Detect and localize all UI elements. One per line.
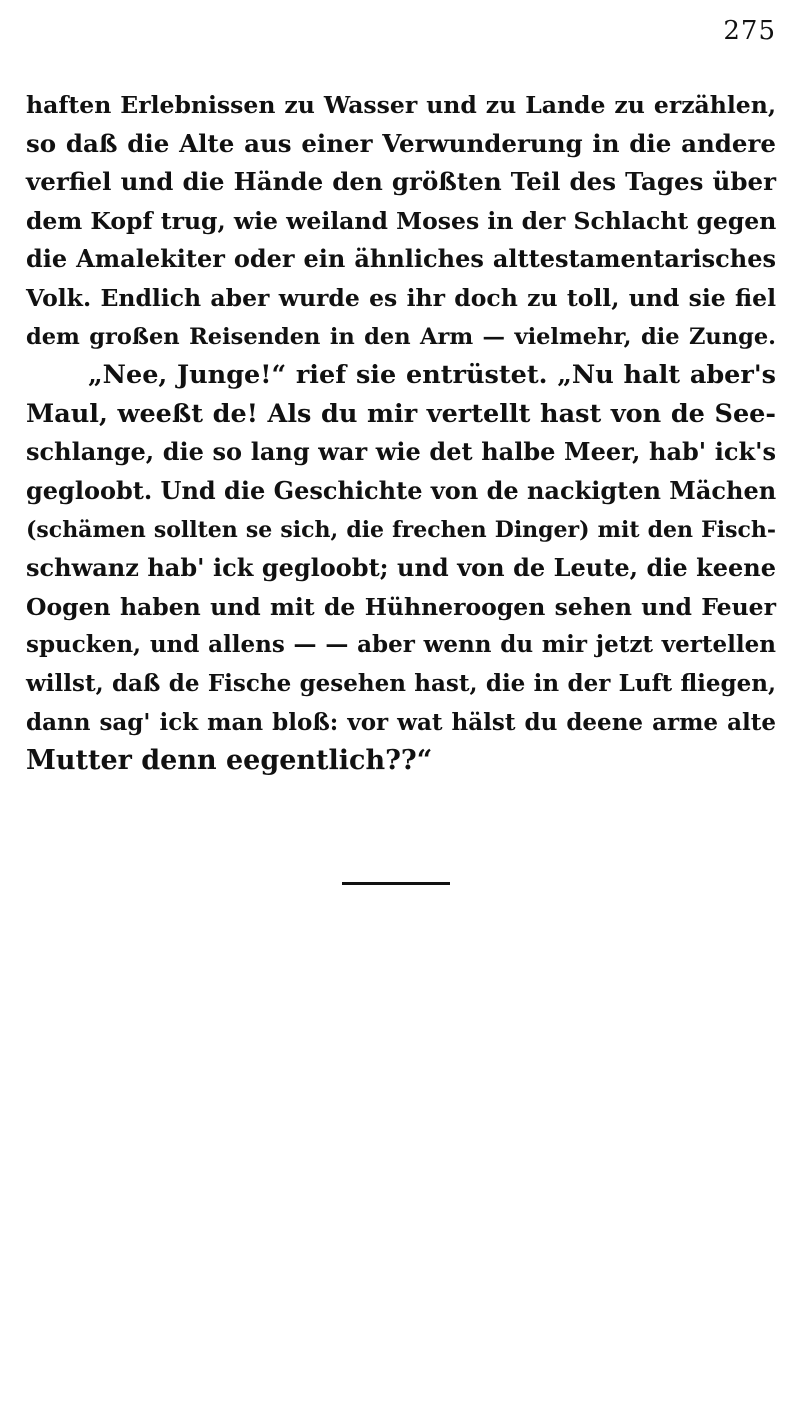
section-end-rule bbox=[342, 882, 450, 885]
text-line: willst, daß de Fische gesehen hast, die in der Luft fliegen, bbox=[26, 669, 776, 697]
text-line: dem großen Reisenden in den Arm — vielmehr, die Zunge. bbox=[26, 323, 776, 350]
text-line: dann sag' ick man bloß: vor wat hälst du deene arme alte bbox=[26, 708, 776, 736]
text-line: Oogen haben und mit de Hühneroogen sehen und Feuer bbox=[26, 592, 776, 621]
text-line: Volk. Endlich aber wurde es ihr doch zu toll, und sie fiel bbox=[26, 283, 776, 312]
text-line: dem Kopf trug, wie weiland Moses in der Schlacht gegen bbox=[26, 206, 777, 235]
text-line: spucken, und allens — — aber wenn du mir jetzt vertellen bbox=[26, 631, 776, 659]
body-text bbox=[26, 86, 776, 781]
text-line: (schämen sollten se sich, die frechen Dinger) mit den Fisch- bbox=[26, 516, 776, 543]
text-line: Maul, weeßt de! Als du mir vertellt hast von de See- bbox=[26, 398, 776, 429]
text-line: schwanz hab' ick gegloobt; und von de Leute, die keene bbox=[26, 553, 776, 583]
text-line: haften Erlebnissen zu Wasser und zu Lande zu erzählen, bbox=[26, 91, 776, 119]
text-line: schlange, die so lang war wie det halbe Meer, hab' ick's bbox=[26, 437, 776, 467]
text-line: so daß die Alte aus einer Verwunderung in die andere bbox=[26, 128, 776, 158]
text-line: „Nee, Junge!“ rief sie entrüstet. „Nu halt aber's bbox=[88, 360, 776, 391]
page-number: 275 bbox=[723, 16, 776, 46]
text-line: verfiel und die Hände den größten Teil des Tages über bbox=[26, 167, 776, 197]
text-line: Mutter denn eegentlich??“ bbox=[26, 745, 433, 777]
text-line: gegloobt. Und die Geschichte von de nackigten Mächen bbox=[26, 475, 777, 505]
text-line: die Amalekiter oder ein ähnliches alttestamentarisches bbox=[26, 244, 776, 274]
